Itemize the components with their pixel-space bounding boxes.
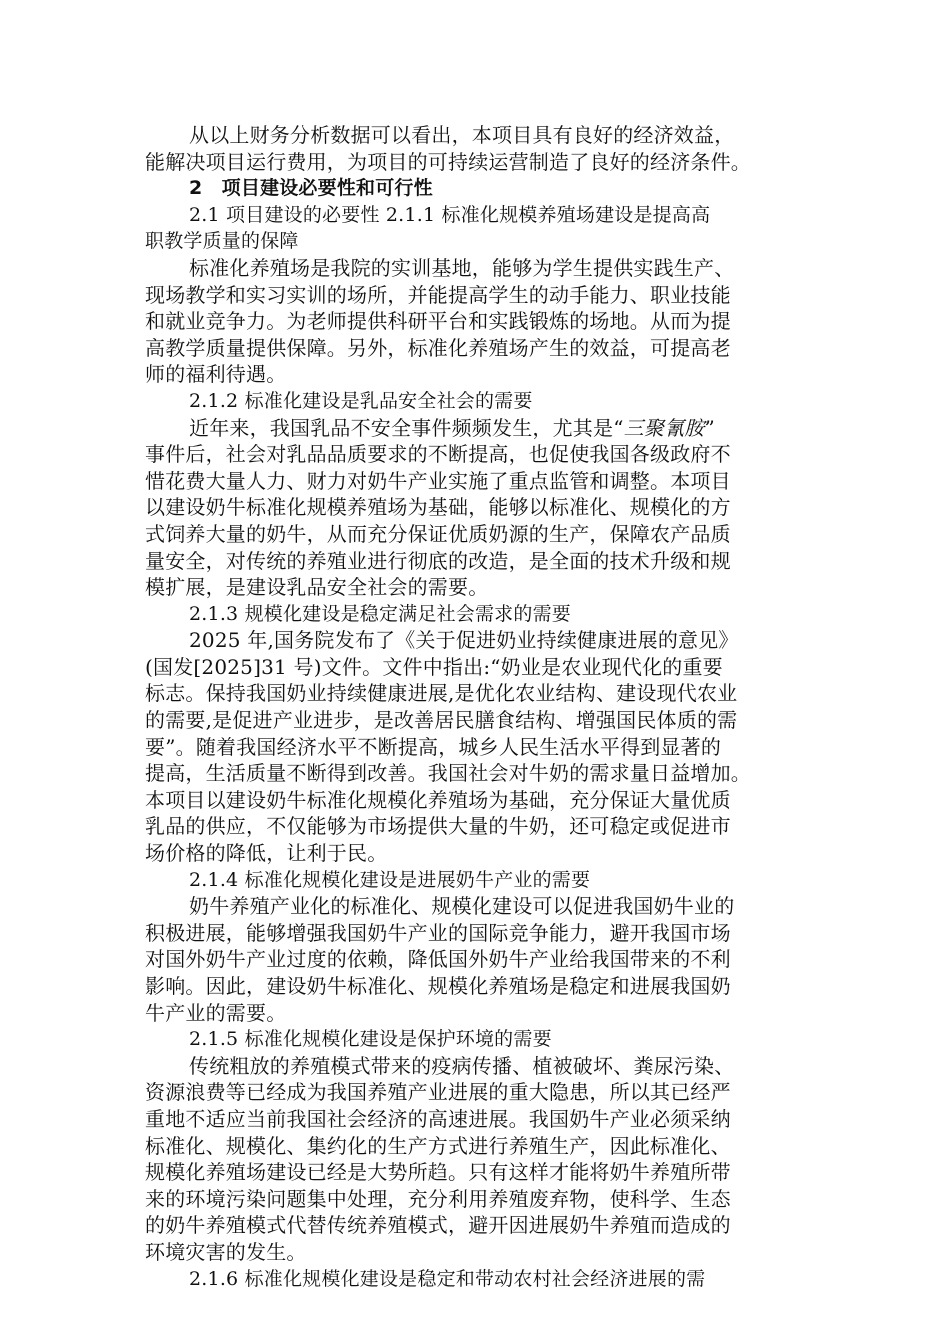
paragraph-line: 的需要,是促进产业进步，是改善居民膳食结构、增强国民体质的需 (145, 708, 738, 733)
paragraph-line: 本项目以建设奶牛标准化规模化养殖场为基础，充分保证大量优质 (145, 787, 731, 812)
paragraph-line: (国发[2025]31 号)文件。文件中指出:“奶业是农业现代化的重要 (145, 654, 723, 679)
paragraph-line: 标志。保持我国奶业持续健康进展,是优化农业结构、建设现代农业 (145, 681, 738, 706)
paragraph-line: 对国外奶牛产业过度的依赖，降低国外奶牛产业给我国带来的不利 (145, 947, 731, 972)
paragraph-line: 场价格的降低，让利于民。 (145, 841, 388, 866)
paragraph-line: 提高，生活质量不断得到改善。我国社会对牛奶的需求量日益增加。 (145, 761, 751, 786)
paragraph-line: 标准化、规模化、集约化的生产方式进行养殖生产，因此标准化、 (145, 1133, 731, 1158)
paragraph-line: 影响。因此，建设奶牛标准化、规模化养殖场是稳定和进展我国奶 (145, 974, 731, 998)
paragraph-line: 式饲养大量的奶牛，从而充分保证优质奶源的生产，保障农产品质 (145, 521, 731, 546)
text-segment: 近年来，我国乳品不安全事件频频发生，尤其是“ (189, 415, 624, 440)
emphasized-term: 三聚氰胺 (623, 415, 705, 440)
paragraph-line: 现场教学和实习实训的场所，并能提高学生的动手能力、职业技能 (145, 282, 731, 307)
paragraph-line: 量安全，对传统的养殖业进行彻底的改造，是全面的技术升级和规 (145, 548, 731, 573)
paragraph-line: 牛产业的需要。 (145, 1000, 287, 1025)
paragraph-line: 高教学质量提供保障。另外，标准化养殖场产生的效益，可提高老 (145, 335, 731, 360)
paragraph-line: 从以上财务分析数据可以看出，本项目具有良好的经济效益， (189, 123, 735, 147)
paragraph-line: 的奶牛养殖模式代替传统养殖模式，避开因进展奶牛养殖而造成的 (145, 1213, 731, 1238)
document-body (145, 122, 815, 1292)
paragraph-line: 环境灾害的发生。 (145, 1239, 307, 1264)
subsection-heading: 2.1 项目建设的必要性 2.1.1 标准化规模养殖场建设是提高高 (189, 203, 711, 226)
paragraph-line: 模扩展，是建设乳品安全社会的需要。 (145, 575, 489, 600)
paragraph-line: 2025 年,国务院发布了《关于促进奶业持续健康进展的意见》 (189, 628, 739, 653)
section-heading: 2 项目建设必要性和可行性 (189, 177, 433, 200)
paragraph-line: 和就业竞争力。为老师提供科研平台和实践锻炼的场地。从而为提 (145, 309, 731, 334)
paragraph-line: 传统粗放的养殖模式带来的疫病传播、植被破坏、粪尿污染、 (189, 1053, 735, 1078)
subsection-heading: 2.1.2 标准化建设是乳品安全社会的需要 (189, 389, 533, 412)
paragraph-line: 来的环境污染问题集中处理，充分利用养殖废弃物，使科学、生态 (145, 1186, 731, 1211)
subsection-heading: 2.1.5 标准化规模化建设是保护环境的需要 (189, 1028, 552, 1051)
subsection-heading: 2.1.6 标准化规模化建设是稳定和带动农村社会经济进展的需 (189, 1267, 706, 1290)
paragraph-line: 标准化养殖场是我院的实训基地，能够为学生提供实践生产、 (189, 255, 735, 280)
paragraph-line (145, 415, 815, 442)
subsection-heading: 2.1.3 规模化建设是稳定满足社会需求的需要 (189, 602, 571, 625)
paragraph-line: 奶牛养殖产业化的标准化、规模化建设可以促进我国奶牛业的 (189, 894, 735, 919)
paragraph-line: 能解决项目运行费用，为项目的可持续运营制造了良好的经济条件。 (145, 149, 751, 174)
paragraph-line: 以建设奶牛标准化规模养殖场为基础，能够以标准化、规模化的方 (145, 495, 731, 520)
paragraph-line: 资源浪费等已经成为我国养殖产业进展的重大隐患，所以其已经严 (145, 1080, 731, 1105)
paragraph-line: 事件后，社会对乳品品质要求的不断提高，也促使我国各级政府不 (145, 442, 731, 467)
text-segment: ” (704, 415, 715, 440)
paragraph-line: 要”。随着我国经济水平不断提高，城乡人民生活水平得到显著的 (145, 734, 722, 759)
subsection-heading: 职教学质量的保障 (145, 230, 299, 253)
paragraph-line: 乳品的供应，不仅能够为市场提供大量的牛奶，还可稳定或促进市 (145, 814, 731, 839)
subsection-heading: 2.1.4 标准化规模化建设是进展奶牛产业的需要 (189, 868, 591, 891)
paragraph-line: 惜花费大量人力、财力对奶牛产业实施了重点监管和调整。本项目 (145, 468, 731, 493)
paragraph-line: 重地不适应当前我国社会经济的高速进展。我国奶牛产业必须采纳 (145, 1106, 731, 1131)
paragraph-line: 积极进展，能够增强我国奶牛产业的国际竞争能力，避开我国市场 (145, 920, 731, 945)
paragraph-line: 规模化养殖场建设已经是大势所趋。只有这样才能将奶牛养殖所带 (145, 1160, 731, 1185)
paragraph-line: 师的福利待遇。 (145, 362, 287, 387)
